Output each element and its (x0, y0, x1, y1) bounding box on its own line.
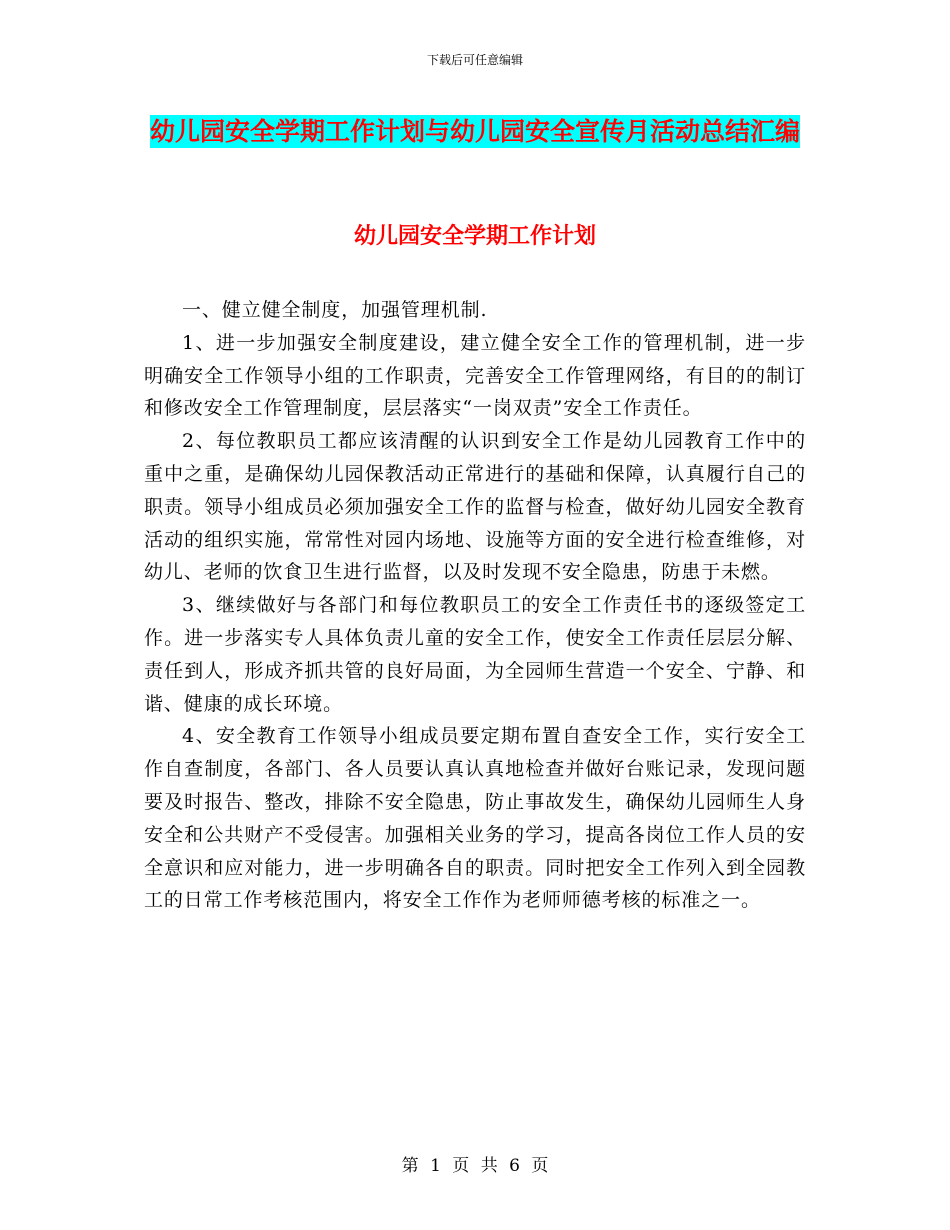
paragraph: 1、进一步加强安全制度建设，建立健全安全工作的管理机制，进一步明确安全工作领导小组的工作职责，完善安全工作管理网络，有目的的制订和修改安全工作管理制度，层层落实“一岗双责”安全工作责任。 (144, 331, 806, 420)
document-title (140, 108, 810, 156)
document-title-text: 幼儿园安全学期工作计划与幼儿园安全宣传月活动总结汇编 (149, 117, 800, 146)
paragraph: 3、继续做好与各部门和每位教职员工的安全工作责任书的逐级签定工作。进一步落实专人具体负责儿童的安全工作，使安全工作责任层层分解、责任到人，形成齐抓共管的良好局面，为全园师生营造一个安全、宁静、和谐、健康的成长环境。 (144, 594, 806, 715)
page-header: 下载后可任意编辑 (426, 53, 523, 67)
paragraph: 4、安全教育工作领导小组成员要定期布置自查安全工作，实行安全工作自查制度，各部门、各人员要认真认真地检查并做好台账记录，发现问题要及时报告、整改，排除不安全隐患，防止事故发生，确保幼儿园师生人身安全和公共财产不受侵害。加强相关业务的学习，提高各岗位工作人员的安全意识和应对能力，进一步明确各自的职责。同时把安全工作列入到全园教工的日常工作考核范围内，将安全工作作为老师师德考核的标准之一。 (144, 725, 806, 912)
document-body (144, 294, 806, 917)
paragraph: 2、每位教职员工都应该清醒的认识到安全工作是幼儿园教育工作中的重中之重，是确保幼儿园保教活动正常进行的基础和保障，认真履行自己的职责。领导小组成员必须加强安全工作的监督与检查，做好幼儿园安全教育活动的组织实施，常常性对园内场地、设施等方面的安全进行检查维修，对幼儿、老师的饮食卫生进行监督，以及时发现不安全隐患，防患于未燃。 (144, 430, 806, 584)
section-title: 幼儿园安全学期工作计划 (353, 224, 596, 249)
page-footer: 第 1 页 共 6 页 (401, 1156, 549, 1176)
paragraph: 一、健立健全制度，加强管理机制. (182, 299, 488, 321)
